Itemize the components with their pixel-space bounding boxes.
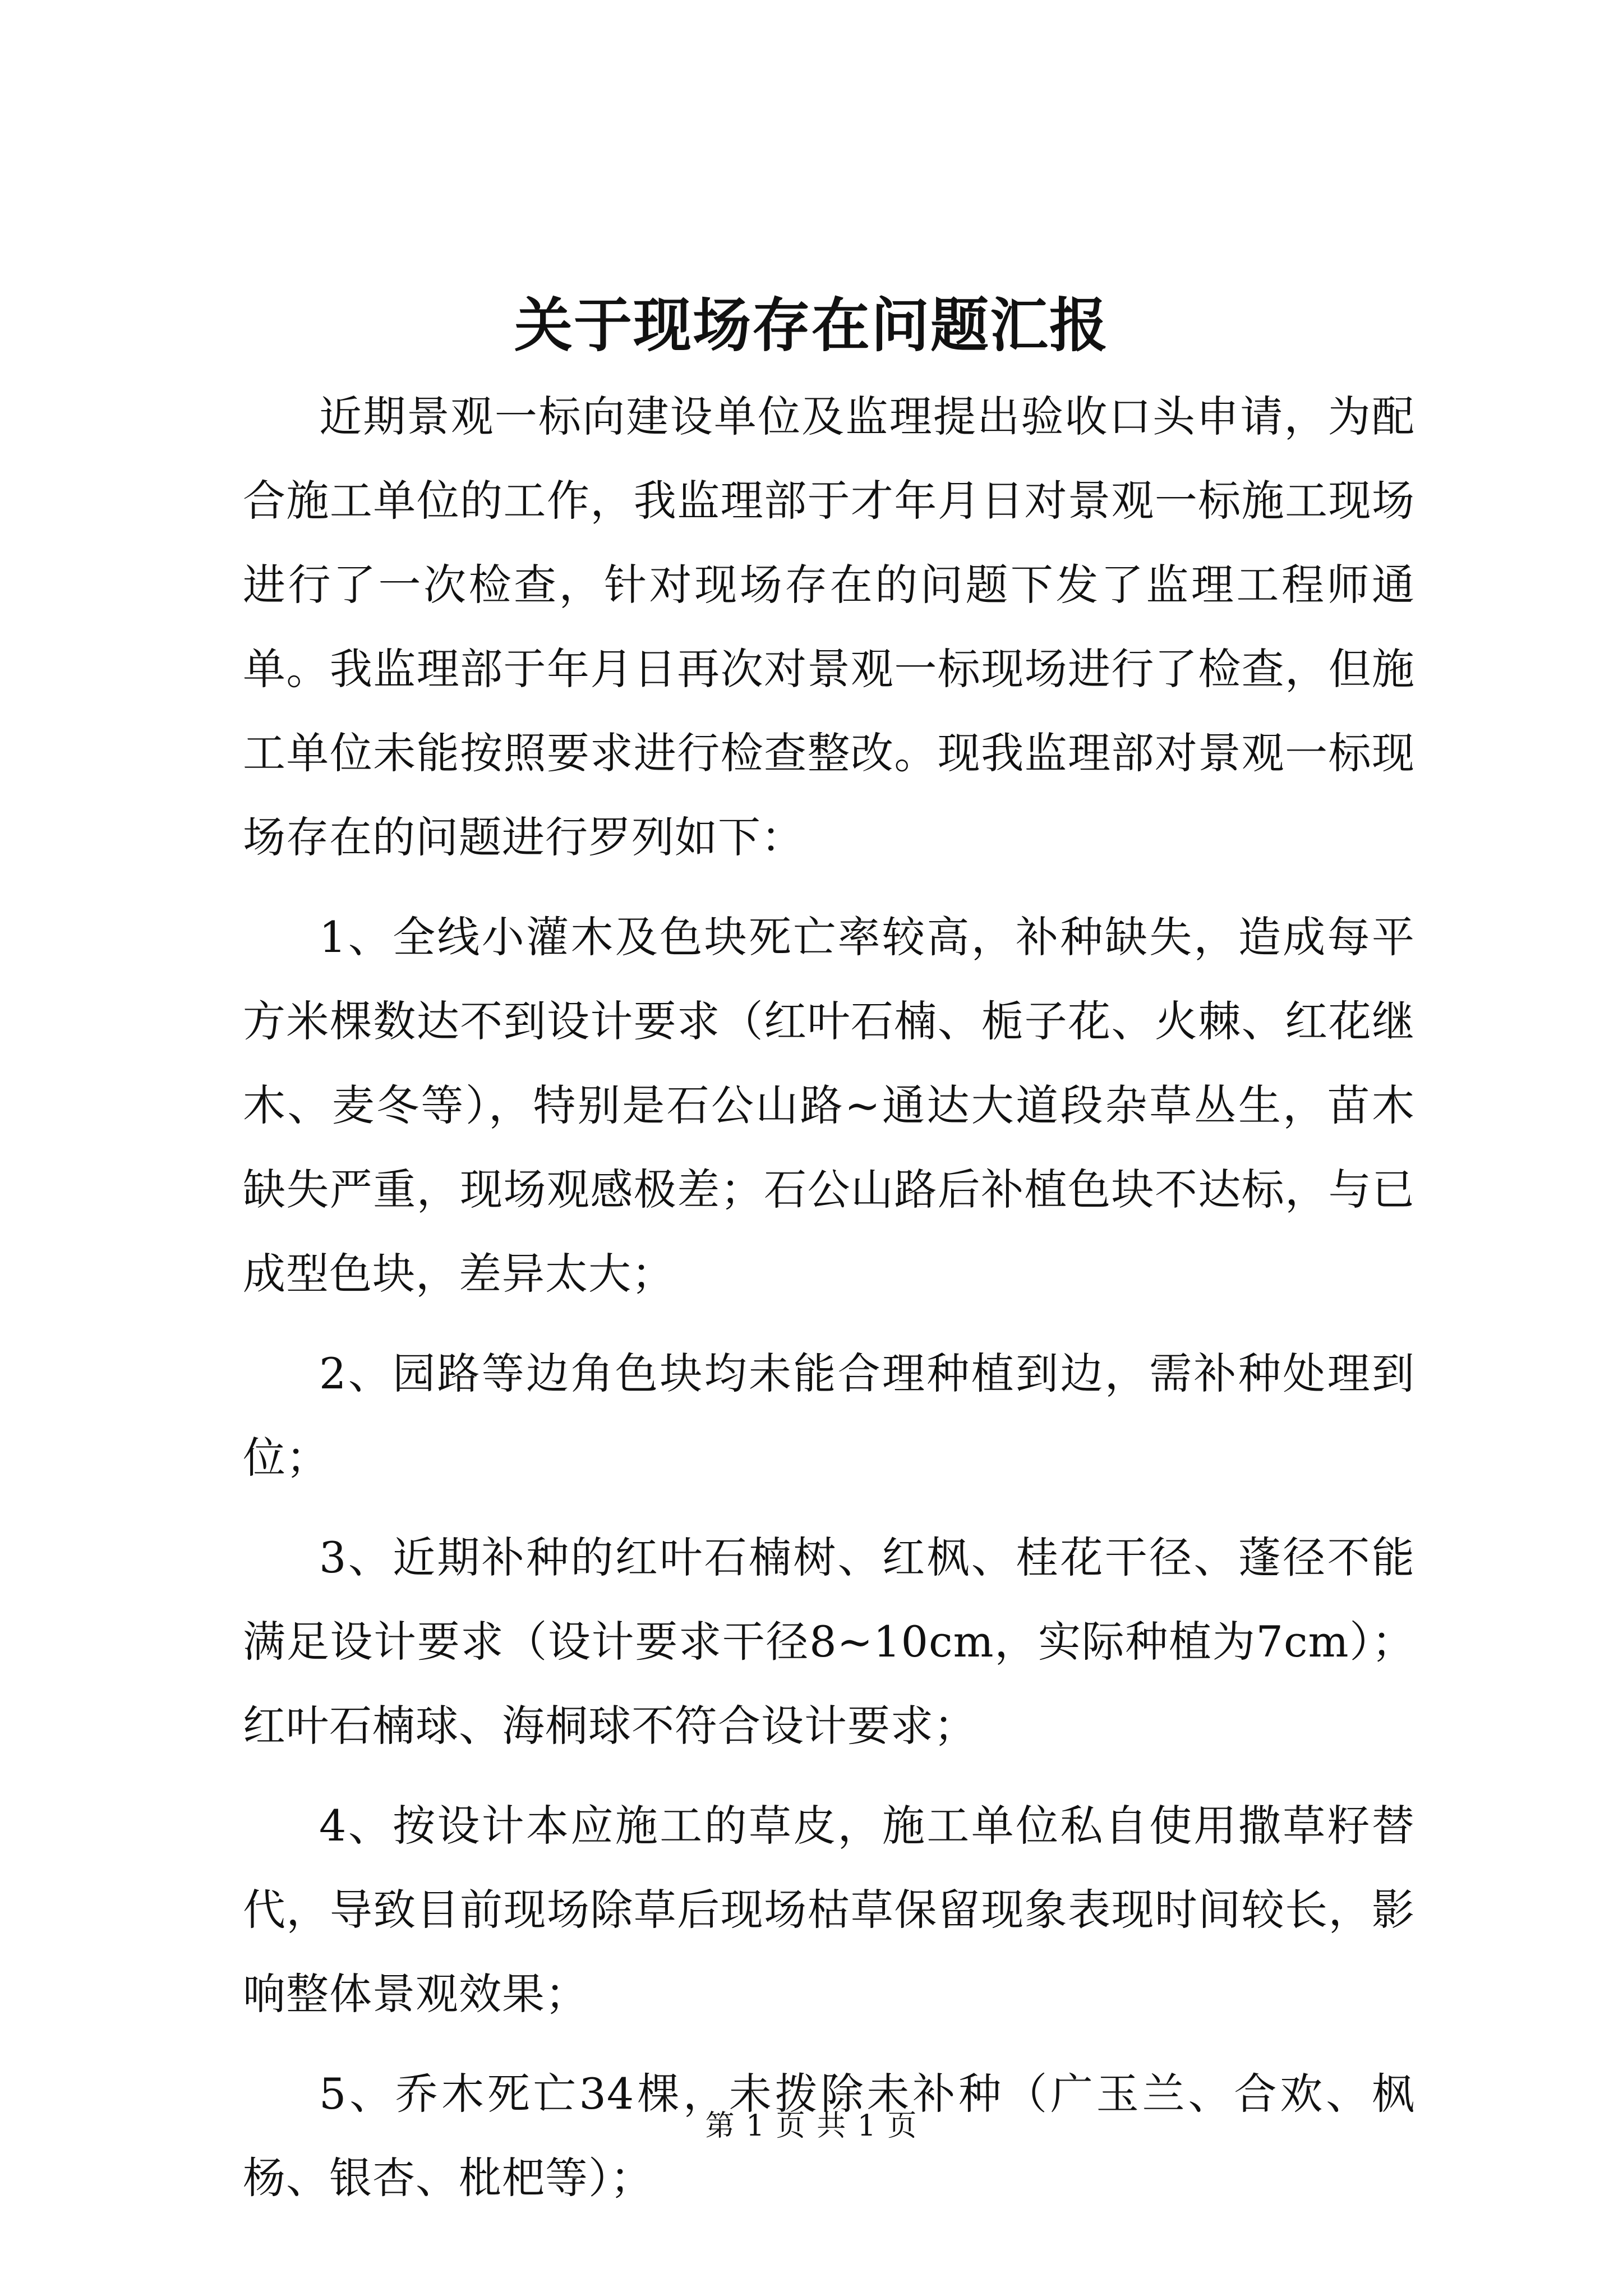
issue-item-2: 2、园路等边角色块均未能合理种植到边，需补种处理到位； <box>243 1349 1415 1483</box>
issue-item-5: 5、乔木死亡34棵，未拨除未补种（广玉兰、合欢、枫杨、银杏、枇杷等）； <box>243 2069 1415 2203</box>
issue-item-1: 1、全线小灌木及色块死亡率较高，补种缺失，造成每平方米棵数达不到设计要求（红叶石楠、栀子花、火棘、红花继木、麦冬等），特别是石公山路~通达大道段杂草丛生，苗木缺失严重，现场观感极差；石公山路后补植色块不达标，与已成型色块，差异太大； <box>243 912 1415 1299</box>
page-number-footer: 第 1 页 共 1 页 <box>705 2109 918 2143</box>
issue-item-3: 3、近期补种的红叶石楠树、红枫、桂花干径、蓬径不能满足设计要求（设计要求干径8~10cm，实际种植为7cm）；红叶石楠球、海桐球不符合设计要求； <box>243 1533 1415 1751</box>
document-title: 关于现场存在问题汇报 <box>514 291 1109 360</box>
issue-item-4: 4、按设计本应施工的草皮，施工单位私自使用撒草籽替代，导致目前现场除草后现场枯草保留现象表现时间较长，影响整体景观效果； <box>243 1801 1415 2019</box>
intro-paragraph: 近期景观一标向建设单位及监理提出验收口头申请，为配合施工单位的工作，我监理部于才年月日对景观一标施工现场进行了一次检查，针对现场存在的问题下发了监理工程师通单。我监理部于年月日再次对景观一标现场进行了检查，但施工单位未能按照要求进行检查整改。现我监理部对景观一标现场存在的问题进行罗列如下： <box>243 392 1415 862</box>
document-body <box>243 375 1415 2220</box>
